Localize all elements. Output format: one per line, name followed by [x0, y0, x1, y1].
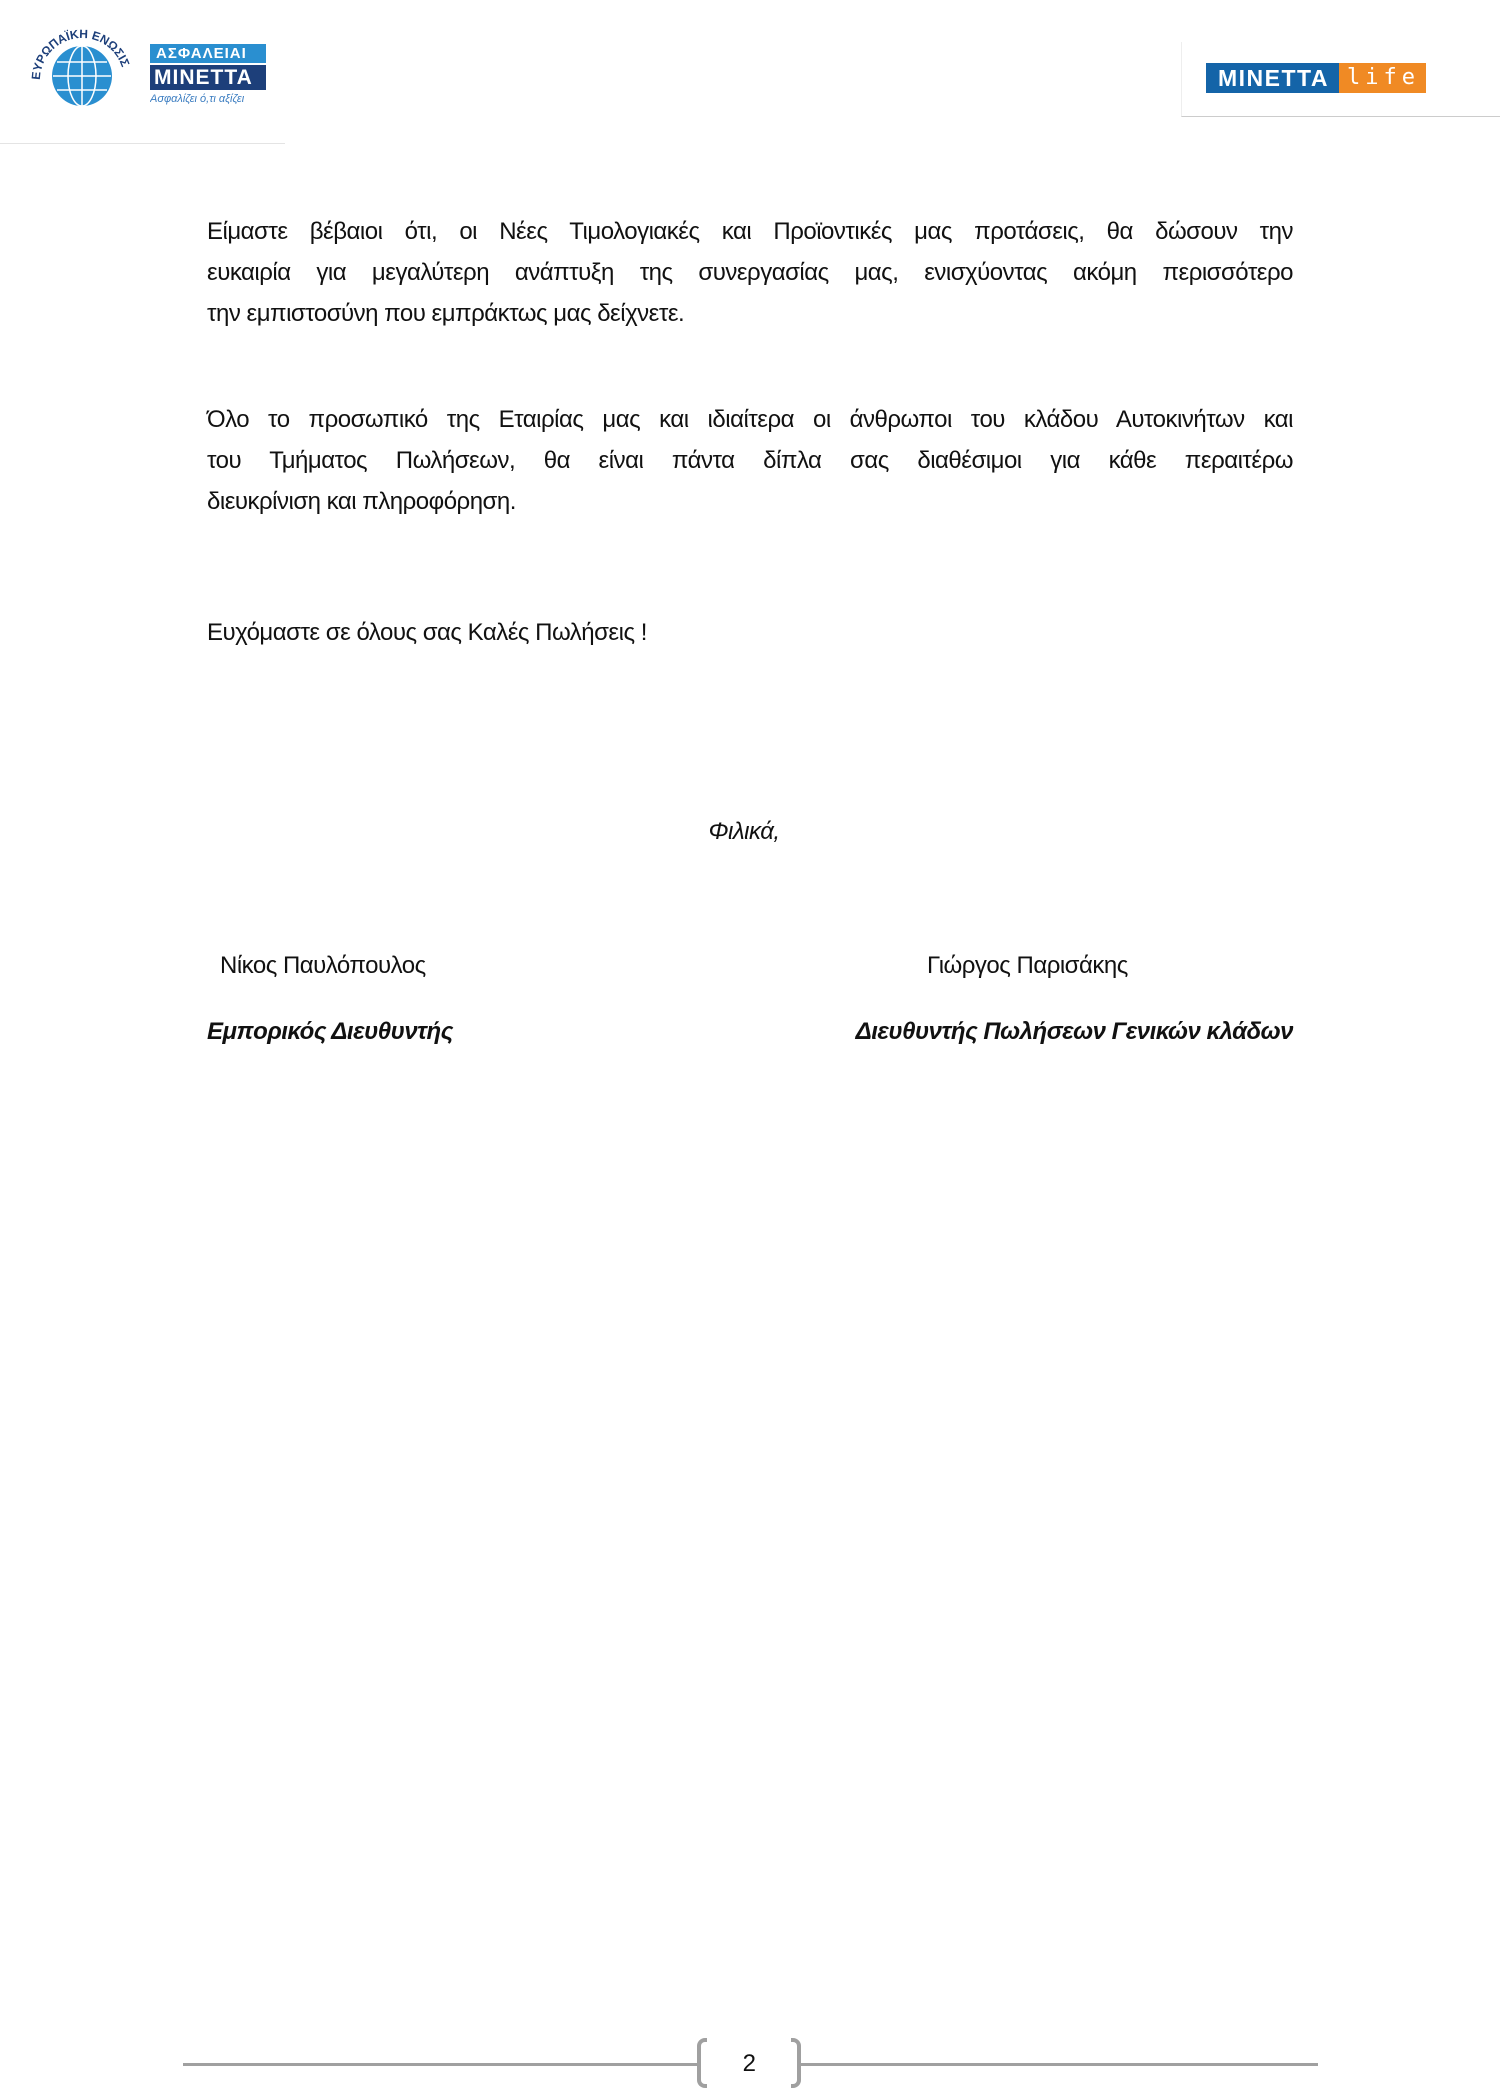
asfaleiai-minetta-logo	[150, 44, 266, 105]
signatory-title-left: Εμπορικός Διευθυντής	[207, 1018, 453, 1045]
page-number-bracket-left	[697, 2038, 707, 2088]
text-line: ευκαιρία για μεγαλύτερη ανάπτυξη της συνεργασίας μας, ενισχύοντας ακόμη περισσότερο	[207, 259, 1293, 286]
text-line: Είμαστε βέβαιοι ότι, οι Νέες Τιμολογιακές και Προϊοντικές μας προτάσεις, θα δώσουν την	[207, 218, 1293, 245]
text-line: Όλο το προσωπικό της Εταιρίας μας και ιδιαίτερα οι άνθρωποι του κλάδου Αυτοκινήτων και	[207, 406, 1293, 433]
wishes-text: Ευχόμαστε σε όλους σας Καλές Πωλήσεις !	[207, 619, 647, 646]
text-line: του Τμήματος Πωλήσεων, θα είναι πάντα δίπλα σας διαθέσιμοι για κάθε περαιτέρω	[207, 447, 1293, 474]
paragraph-2	[207, 399, 1293, 522]
footer-rule-left	[183, 2063, 699, 2066]
logo-slogan: Ασφαλίζει ό,τι αξίζει	[150, 93, 245, 105]
signatory-name-right: Γιώργος Παρισάκης	[927, 952, 1128, 979]
paragraph-1	[207, 211, 1293, 334]
logo-brand-top: ΑΣΦΑΛΕΙΑΙ	[150, 44, 266, 63]
page-number: 2	[742, 2050, 756, 2077]
text-line: την εμπιστοσύνη που εμπράκτως μας δείχνετε.	[207, 300, 685, 327]
signatory-name-left: Νίκος Παυλόπουλος	[220, 952, 426, 979]
footer-rule-right	[799, 2063, 1318, 2066]
page-number-bracket-right	[791, 2038, 801, 2088]
logo-brand: MINETTA	[1206, 63, 1339, 93]
europaiki-enosis-globe-logo	[26, 18, 138, 113]
closing-text: Φιλικά,	[708, 818, 780, 845]
svg-text:ΕΥΡΩΠΑΪΚΗ ΕΝΩΣΙΣ: ΕΥΡΩΠΑΪΚΗ ΕΝΩΣΙΣ	[28, 26, 133, 81]
minetta-life-logo	[1206, 63, 1426, 93]
signatory-title-right: Διευθυντής Πωλήσεων Γενικών κλάδων	[855, 1018, 1293, 1045]
logo-suffix: life	[1339, 63, 1426, 93]
text-line: διευκρίνιση και πληροφόρηση.	[207, 488, 516, 515]
logo-brand-main: ΜΙΝΕΤΤΑ	[150, 63, 266, 90]
